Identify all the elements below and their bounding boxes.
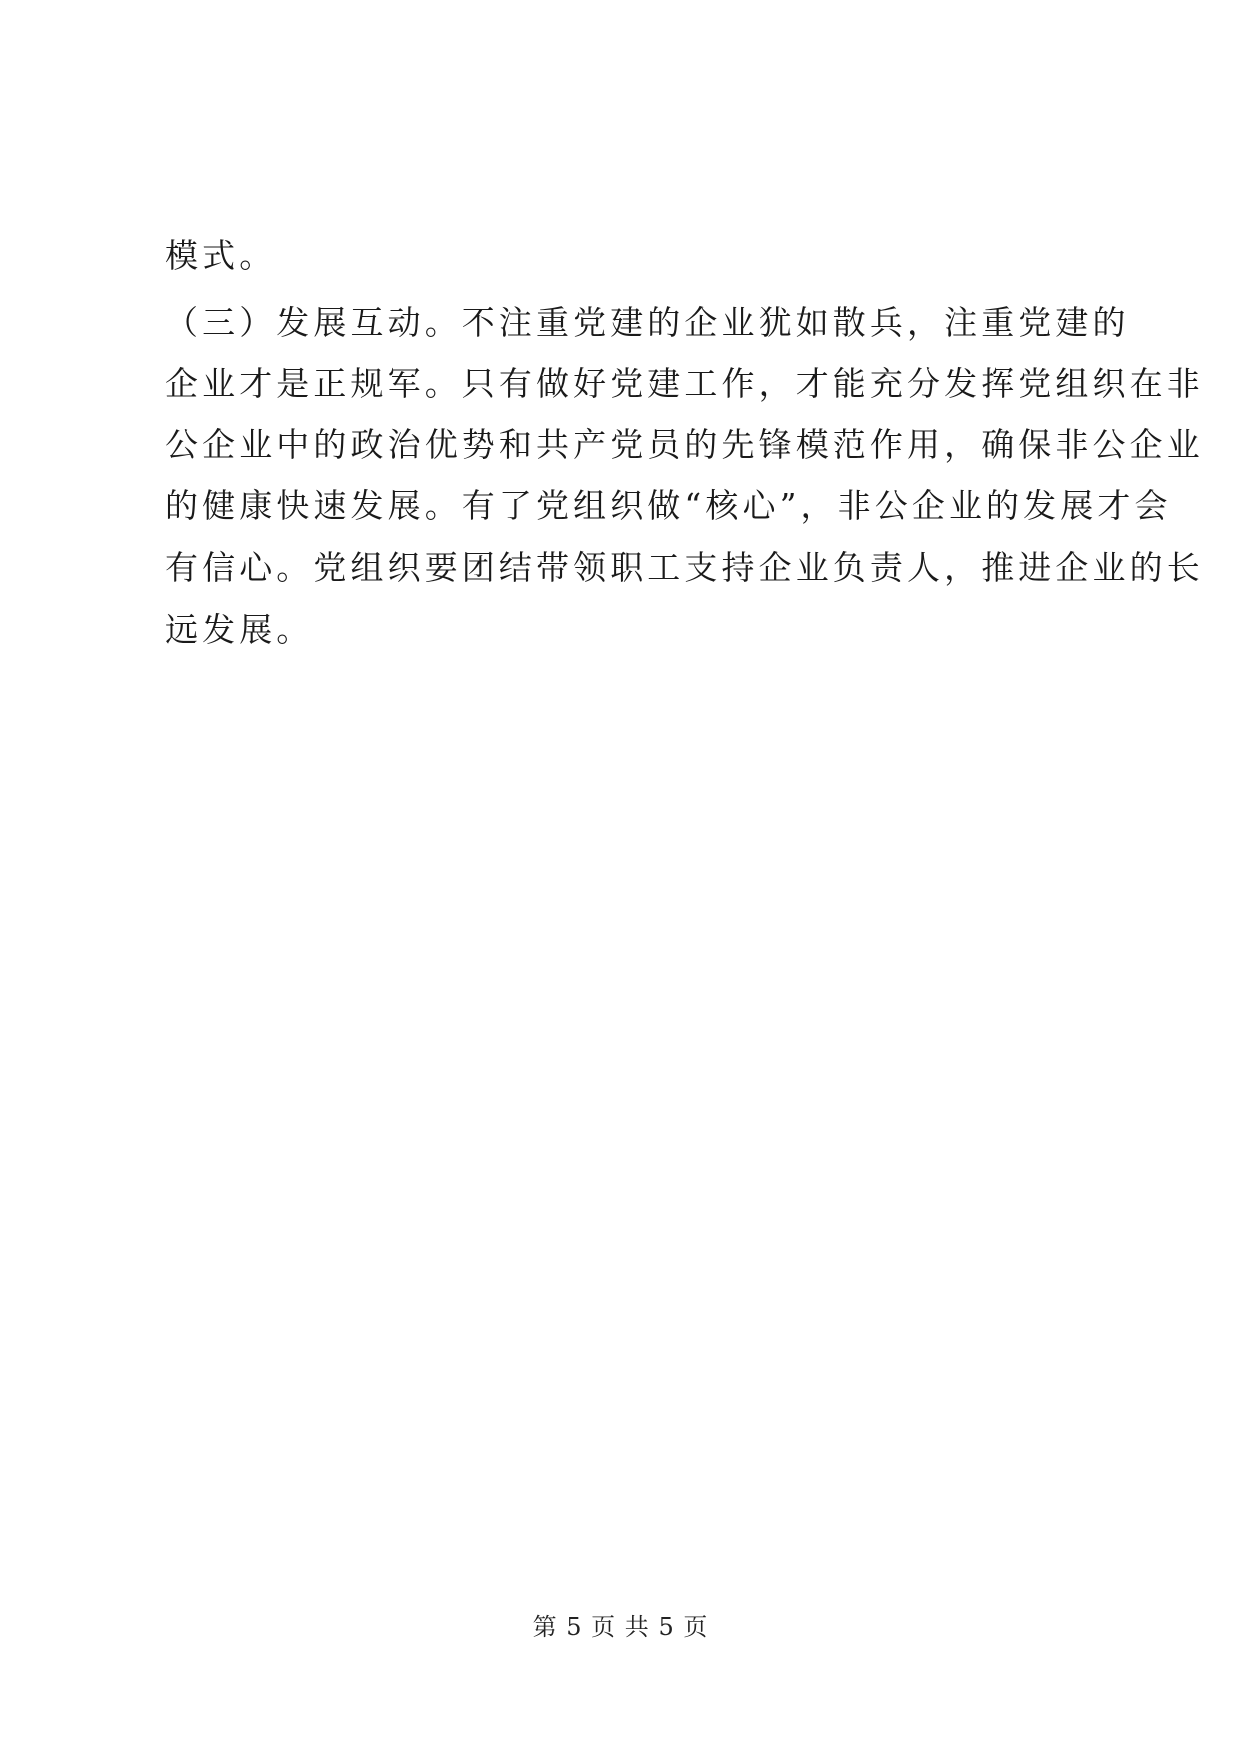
paragraph-line-7: 远发展。 — [165, 610, 314, 649]
paragraph-line-2: （三）发展互动。不注重党建的企业犹如散兵，注重党建的 — [165, 303, 1130, 342]
paragraph-line-1: 模式。 — [165, 236, 277, 275]
paragraph-line-4: 公企业中的政治优势和共产党员的先锋模范作用，确保非公企业 — [165, 425, 1204, 464]
page-number-footer: 第 5 页 共 5 页 — [532, 1613, 709, 1641]
paragraph-line-6: 有信心。党组织要团结带领职工支持企业负责人，推进企业的长 — [165, 548, 1204, 587]
paragraph-line-5: 的健康快速发展。有了党组织做“核心”，非公企业的发展才会 — [165, 486, 1172, 525]
paragraph-line-3: 企业才是正规军。只有做好党建工作，才能充分发挥党组织在非 — [165, 364, 1204, 403]
